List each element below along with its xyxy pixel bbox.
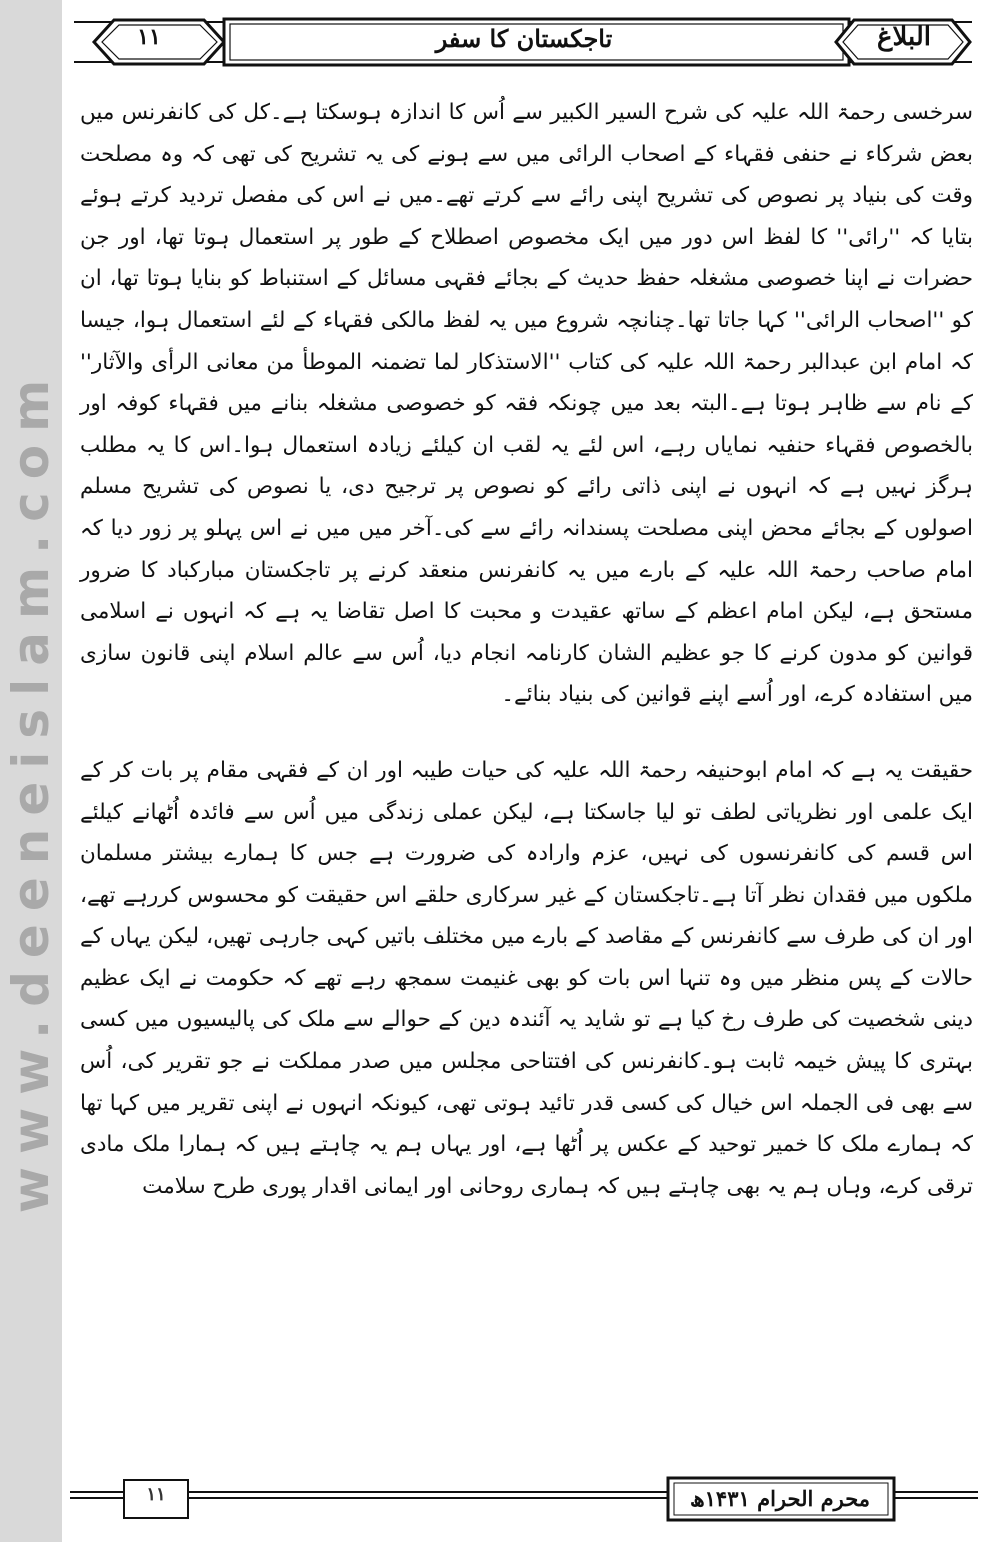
page-header: [74, 16, 972, 68]
footer-page-number: ۱۱: [146, 1484, 166, 1505]
article-title: تاجکستان کا سفر: [435, 24, 613, 53]
page-footer: [70, 1476, 978, 1526]
paragraph-2: حقیقت یہ ہے کہ امام ابوحنیفہ رحمۃ اللہ علیہ کی حیات طیبہ اور ان کے فقہی مقام پر بات کر کے ایک علمی اور نظریاتی لطف تو لیا جاسکتا ہے، لیکن عملی زندگی میں اُس سے فائدہ اُٹھانے کیلئے اس قسم کی کانفرنسوں کی نہیں، عزم وارادہ کی ضرورت ہے جس کا ہمارے بیشتر مسلمان ملکوں میں فقدان نظر آتا ہے۔تاجکستان کے غیر سرکاری حلقے اس حقیقت کو محسوس کررہے تھے، اور ان کی طرف سے کانفرنس کے مقاصد کے بارے میں مختلف باتیں کہی جارہی تھیں، لیکن یہاں کے حالات کے پس منظر میں وہ تنہا اس بات کو بھی غنیمت سمجھ رہے تھے کہ حکومت نے ایک عظیم دینی شخصیت کی طرف رخ کیا ہے تو شاید یہ آئندہ دین کے حوالے سے ملک کی پالیسیوں میں کسی بہتری کا پیش خیمہ ثابت ہو۔کانفرنس کی افتتاحی مجلس میں صدر مملکت نے جو تقریر کی، اُس سے بھی فی الجملہ اس خیال کی کسی قدر تائید ہوتی تھی، کیونکہ انہوں نے اپنی تقریر میں کہا تھا کہ ہمارے ملک کا خمیر توحید کے عکس پر اُٹھا ہے، اور یہاں ہم یہ چاہتے ہیں کہ ہمارا ملک مادی ترقی کرے، وہاں ہم یہ بھی چاہتے ہیں کہ ہماری روحانی اور ایمانی اقدار پوری طرح سلامت: [80, 757, 973, 1199]
watermark-url: www.deeneislam.com: [2, 366, 60, 1214]
magazine-logo: البلاغ: [876, 22, 932, 52]
header-page-number: ۱۱: [137, 24, 161, 50]
watermark-strip: [0, 0, 62, 1542]
issue-date: محرم الحرام ۱۴۳۱ھ: [689, 1486, 871, 1511]
paragraph-1: سرخسی رحمۃ اللہ علیہ کی شرح السیر الکبیر سے اُس کا اندازہ ہوسکتا ہے۔کل کی کانفرنس میں بعض شرکاء نے حنفی فقہاء کے اصحاب الرائی میں سے ہونے کی یہ تشریح کی تھی کہ وہ مصلحت وقت کی بنیاد پر نصوص کی تشریح اپنی رائے سے کرتے تھے۔میں نے اس کی مفصل تردید کرتے ہوئے بتایا کہ ''رائی'' کا لفظ اس دور میں ایک مخصوص اصطلاح کے طور پر استعمال ہوتا تھا، اور جن حضرات نے اپنا خصوصی مشغلہ حفظ حدیث کے بجائے فقہی مسائل کے استنباط کو بنایا ہوتا تھا، ان کو ''اصحاب الرائی'' کہا جاتا تھا۔چنانچہ شروع میں یہ لفظ مالکی فقہاء کے لئے استعمال ہوا، جیسا کہ امام ابن عبدالبر رحمۃ اللہ علیہ کی کتاب ''الاستذکار لما تضمنہ الموطأ من معانی الرأی والآثار'' کے نام سے ظاہر ہوتا ہے۔البتہ بعد میں چونکہ فقہ کو خصوصی مشغلہ بنانے میں فقہاء کوفہ اور بالخصوص فقہاء حنفیہ نمایاں رہے، اس لئے یہ لقب ان کیلئے زیادہ استعمال ہوا۔اس کا یہ مطلب ہرگز نہیں ہے کہ انہوں نے اپنی ذاتی رائے کو نصوص پر ترجیح دی، یا نصوص کی تشریح مسلم اصولوں کے بجائے محض اپنی مصلحت پسندانہ رائے سے کی۔آخر میں میں نے اس پہلو پر زور دیا کہ امام صاحب رحمۃ اللہ علیہ کے بارے میں یہ کانفرنس منعقد کرنے پر تاجکستان مبارکباد کا ضرور مستحق ہے، لیکن امام اعظم کے ساتھ عقیدت و محبت کا اصل تقاضا یہ ہے کہ انہوں نے اسلامی قوانین کو مدون کرنے کا جو عظیم الشان کارنامہ انجام دیا، اُس سے عالم اسلام اپنی قانون سازی میں استفادہ کرے، اور اُسے اپنے قوانین کی بنیاد بنائے۔: [80, 100, 973, 708]
article-body: [80, 92, 973, 1207]
